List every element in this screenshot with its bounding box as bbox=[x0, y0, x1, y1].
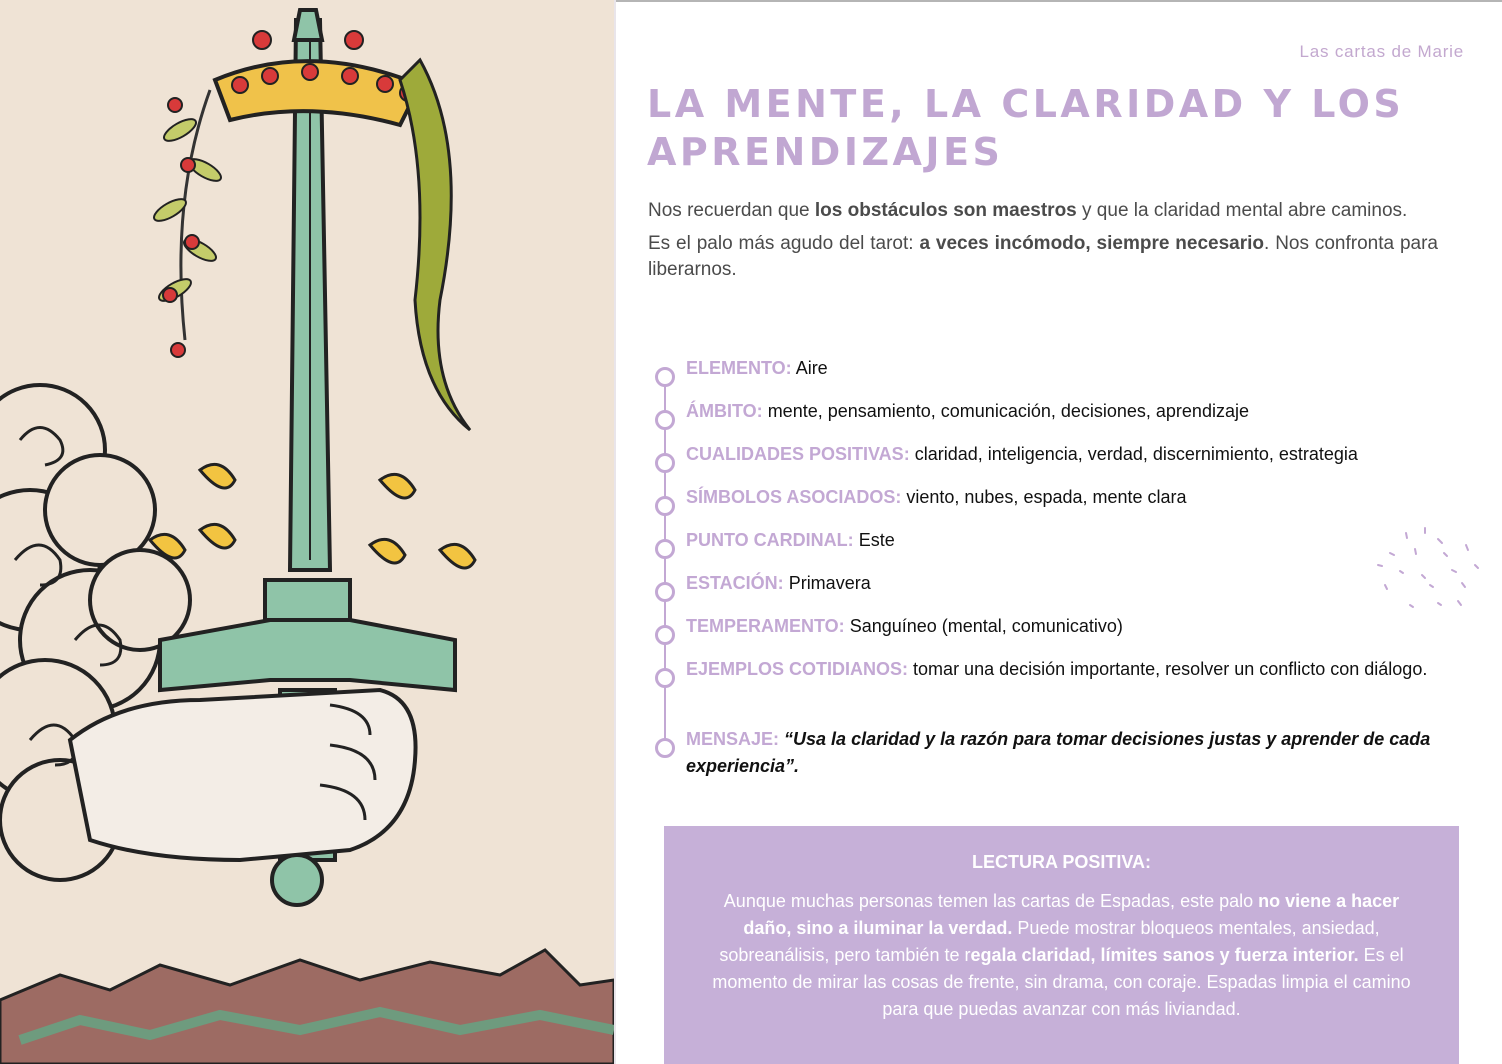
attribute-value: Primavera bbox=[788, 573, 871, 593]
positive-text: Es el momento de mirar las cosas de frente, sin drama, con coraje. Espadas limpia el camino para que puedas avanzar con más liviandad. bbox=[712, 945, 1411, 1019]
attribute-text bbox=[686, 398, 1466, 425]
intro-text: y que la claridad mental abre caminos. bbox=[1076, 200, 1408, 221]
attribute-label: ELEMENTO: bbox=[686, 358, 792, 378]
attribute-label: CUALIDADES POSITIVAS: bbox=[686, 444, 910, 464]
top-border bbox=[614, 0, 1502, 2]
ace-of-swords-illustration bbox=[0, 0, 614, 1064]
attribute-label: ESTACIÓN: bbox=[686, 573, 784, 593]
timeline-bullet bbox=[655, 453, 675, 473]
timeline-bullet bbox=[655, 582, 675, 602]
page-divider bbox=[614, 0, 616, 1064]
positive-emphasis: egala claridad, límites sanos y fuerza interior. bbox=[970, 945, 1359, 965]
positive-reading-heading: LECTURA POSITIVA: bbox=[972, 852, 1151, 872]
timeline-bullet bbox=[655, 738, 675, 758]
message-quote: “Usa la claridad y la razón para tomar decisiones justas y aprender de cada experiencia”. bbox=[686, 729, 1431, 776]
attribute-value: Aire bbox=[795, 358, 828, 378]
attribute-value: tomar una decisión importante, resolver un conflicto con diálogo. bbox=[913, 659, 1428, 679]
attribute-text bbox=[686, 656, 1466, 683]
intro-paragraph-2 bbox=[648, 231, 1438, 283]
attribute-label: EJEMPLOS COTIDIANOS: bbox=[686, 659, 909, 679]
attribute-label: ÁMBITO: bbox=[686, 401, 763, 421]
attribute-text bbox=[686, 484, 1466, 511]
intro-section bbox=[648, 198, 1438, 290]
positive-reading-box bbox=[664, 826, 1459, 1064]
attribute-value: Sanguíneo (mental, comunicativo) bbox=[849, 616, 1123, 636]
attribute-text bbox=[686, 527, 1466, 554]
intro-text: Es el palo más agudo del tarot: bbox=[648, 233, 920, 254]
attribute-value: Este bbox=[858, 530, 895, 550]
attribute-label: SÍMBOLOS ASOCIADOS: bbox=[686, 487, 902, 507]
attribute-label: PUNTO CARDINAL: bbox=[686, 530, 854, 550]
attribute-label: TEMPERAMENTO: bbox=[686, 616, 845, 636]
attribute-text bbox=[686, 441, 1466, 468]
intro-text: Nos recuerdan que bbox=[648, 200, 815, 221]
timeline-bullet bbox=[655, 539, 675, 559]
timeline-bullet bbox=[655, 625, 675, 645]
attribute-value: viento, nubes, espada, mente clara bbox=[906, 487, 1187, 507]
attribute-value: claridad, inteligencia, verdad, discernimiento, estrategia bbox=[914, 444, 1358, 464]
attribute-label: MENSAJE: bbox=[686, 729, 780, 749]
intro-emphasis: los obstáculos son maestros bbox=[814, 200, 1077, 221]
intro-text: . Nos confronta para liberarnos. bbox=[648, 233, 1438, 280]
brand-label: Las cartas de Marie bbox=[1299, 42, 1464, 61]
intro-emphasis: a veces incómodo, siempre necesario bbox=[919, 233, 1265, 254]
attribute-text bbox=[686, 570, 1466, 597]
sparkles-decoration bbox=[1370, 525, 1502, 620]
attribute-text bbox=[686, 613, 1466, 640]
positive-text: Aunque muchas personas temen las cartas de Espadas, este palo bbox=[723, 891, 1259, 911]
timeline-bullet bbox=[655, 367, 675, 387]
timeline-bullet bbox=[655, 668, 675, 688]
intro-paragraph-1 bbox=[648, 198, 1438, 224]
attribute-text bbox=[686, 726, 1466, 780]
positive-emphasis: no viene a hacer daño, sino a iluminar la verdad. bbox=[743, 891, 1400, 938]
timeline-bullet bbox=[655, 410, 675, 430]
attribute-value: mente, pensamiento, comunicación, decisiones, aprendizaje bbox=[767, 401, 1249, 421]
attribute-text bbox=[686, 355, 1466, 382]
positive-text: Puede mostrar bloqueos mentales, ansiedad, sobreanálisis, pero también te r bbox=[719, 918, 1380, 965]
positive-reading-text bbox=[702, 888, 1422, 1023]
timeline-bullet bbox=[655, 496, 675, 516]
page-title: LA MENTE, LA CLARIDAD Y LOS APRENDIZAJES bbox=[647, 82, 1405, 174]
